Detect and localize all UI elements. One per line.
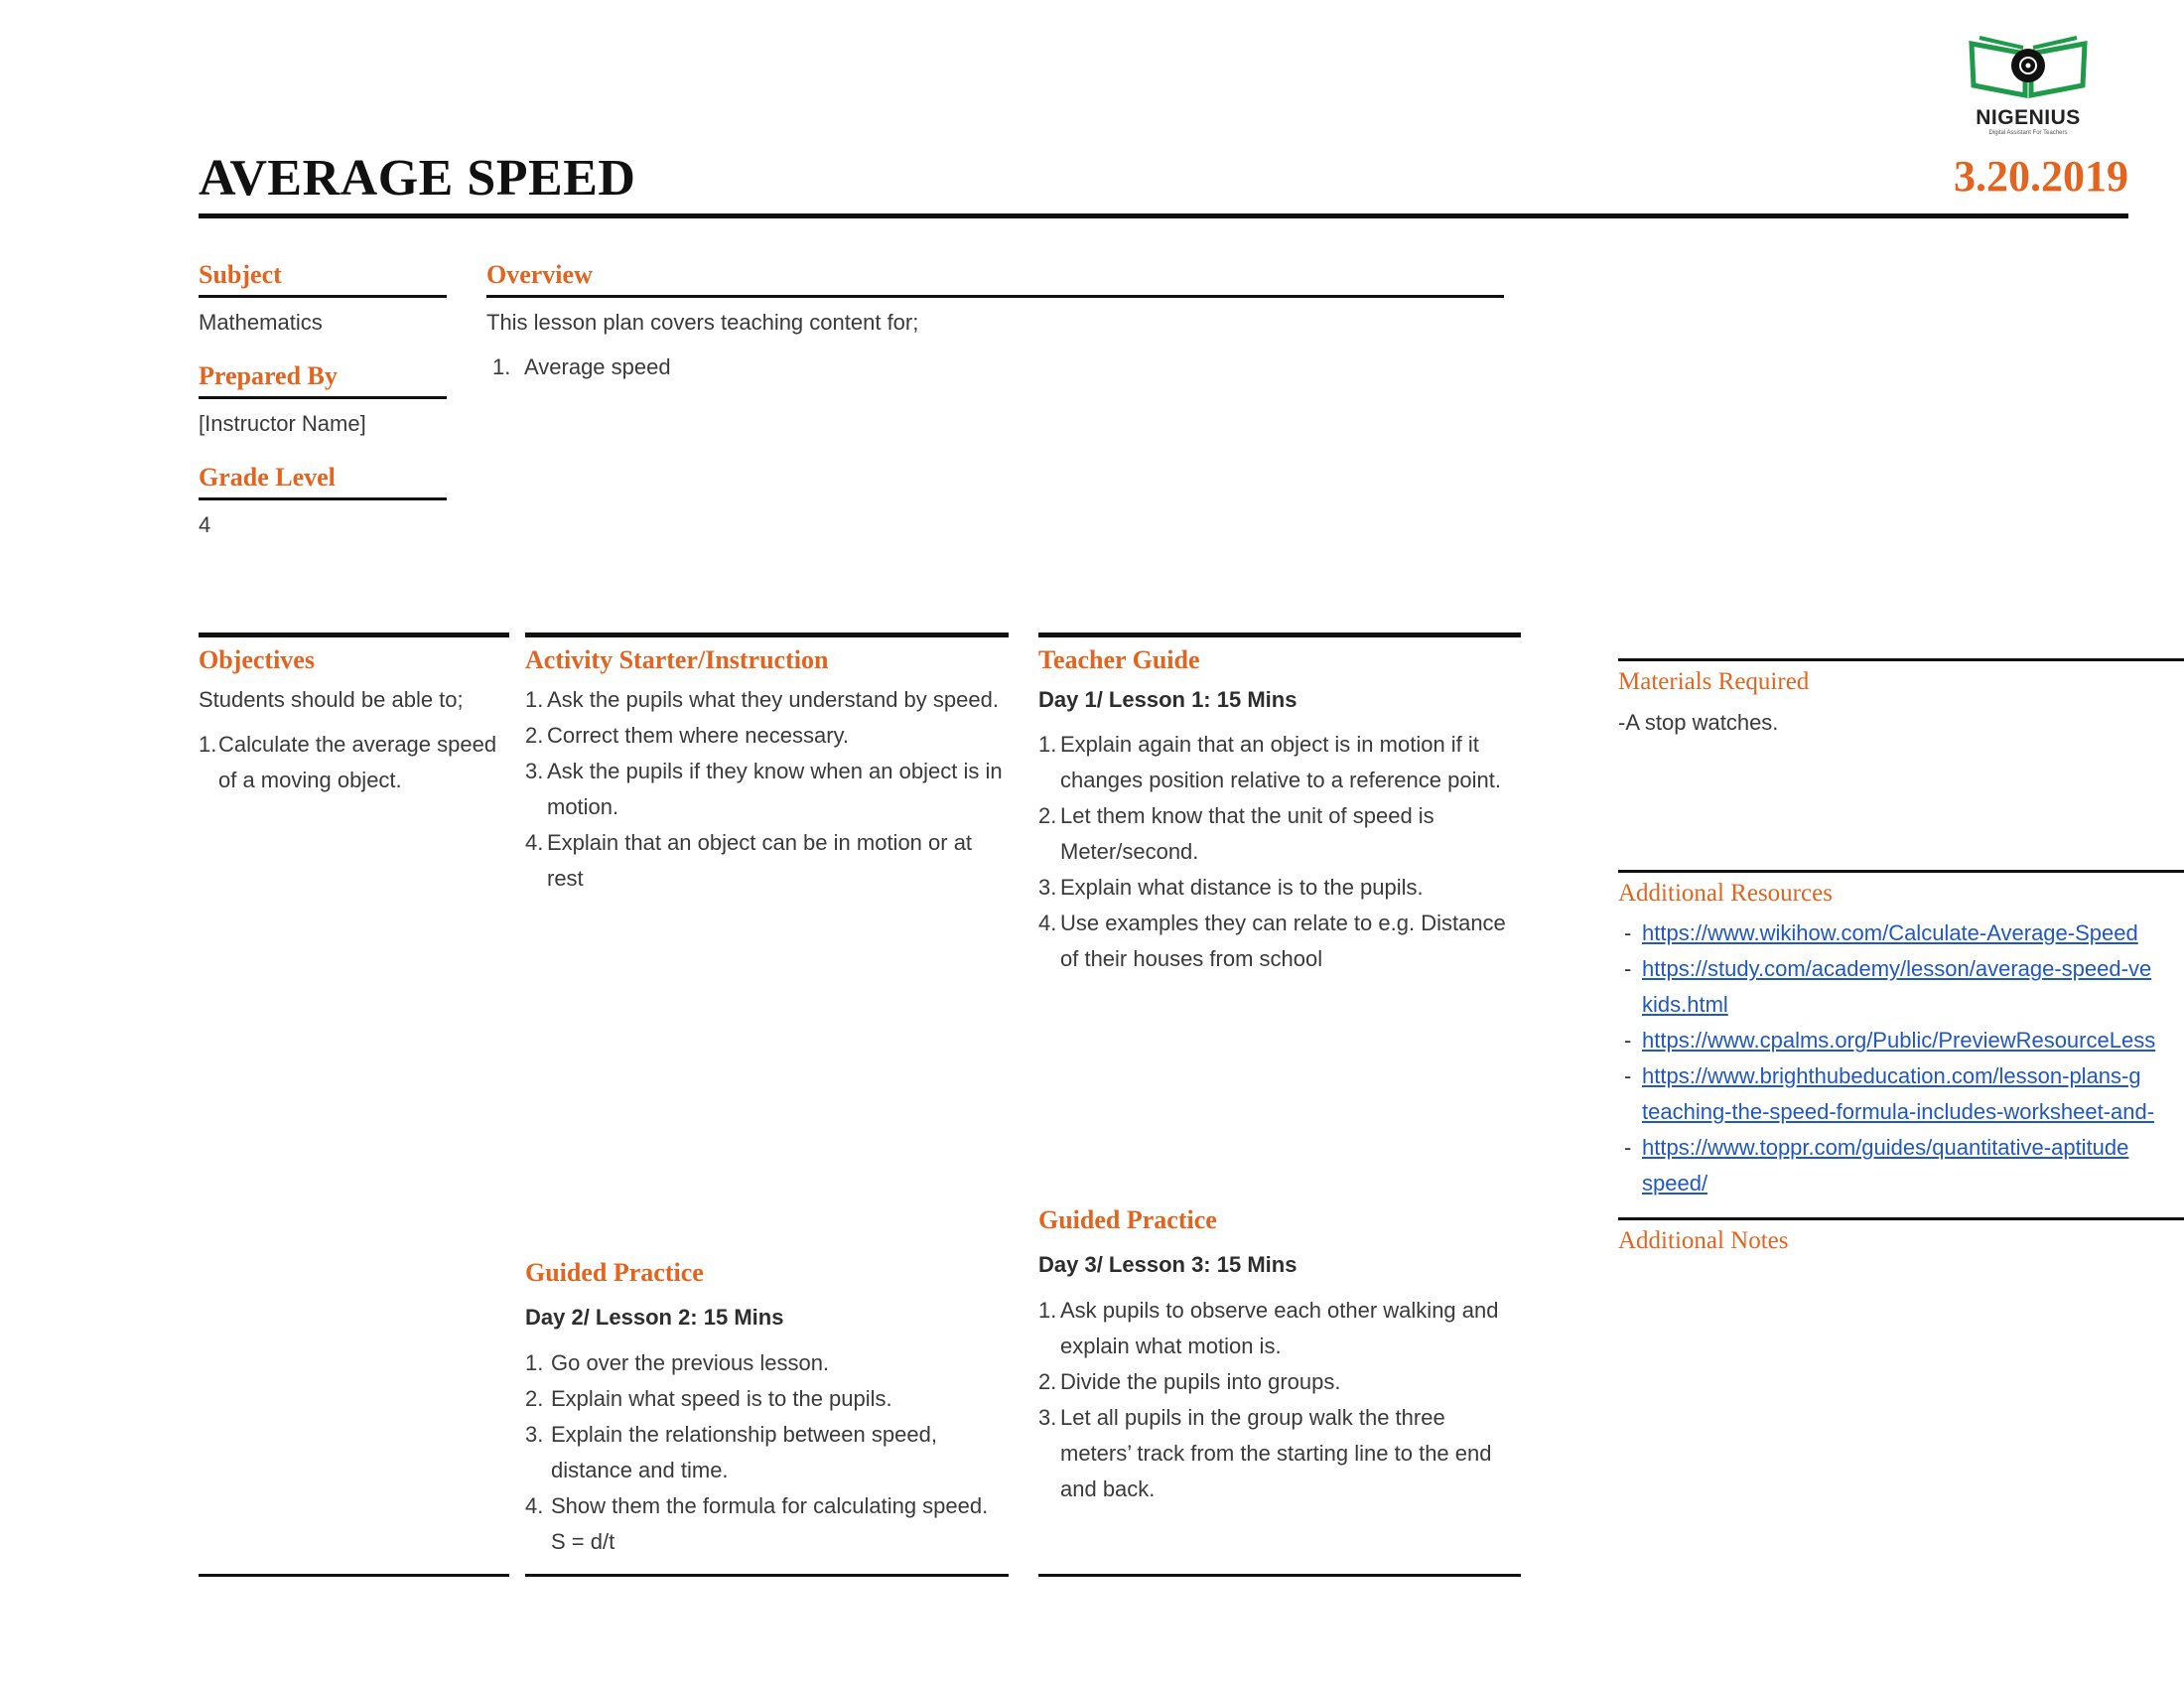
overview-list — [492, 350, 1386, 385]
overview-intro: This lesson plan covers teaching content for; — [486, 310, 919, 335]
list-item: 4. Show them the formula for calculating speed. S = d/t — [525, 1493, 989, 1554]
list-item: 1. Ask the pupils what they understand by speed. — [525, 687, 999, 712]
subject-rule — [199, 295, 447, 298]
grade-level-label: Grade Level — [199, 463, 336, 492]
guided-practice-2-day: Day 2/ Lesson 2: 15 Mins — [525, 1305, 784, 1330]
list-item: 2. Correct them where necessary. — [525, 723, 850, 748]
lesson-date: 3.20.2019 — [1954, 152, 2128, 201]
subject-label: Subject — [199, 260, 282, 289]
objectives-list — [199, 727, 506, 798]
activity-top-rule — [525, 633, 1009, 637]
objectives-top-rule — [199, 633, 509, 637]
list-item: 3. Explain the relationship between speed, distance and time. — [525, 1422, 937, 1482]
activity-list — [525, 682, 1008, 897]
guided-practice-2-list — [525, 1345, 1008, 1560]
list-item: 3. Let all pupils in the group walk the three meters’ track from the starting line to the end and back. — [1038, 1405, 1492, 1501]
list-item: 1. Average speed — [492, 354, 671, 379]
objectives-bottom-rule — [199, 1574, 509, 1577]
resources-top-rule — [1618, 870, 2184, 873]
prepared-by-value: [Instructor Name] — [199, 411, 366, 436]
resource-link-item: - https://www.toppr.com/guides/quantitative-aptitude speed/ — [1624, 1135, 2129, 1196]
resource-link-item: - https://www.brighthubeducation.com/lesson-plans-g teaching-the-speed-formula-includes-worksheet-and- — [1624, 1063, 2155, 1124]
resource-link-item: - https://study.com/academy/lesson/average-speed-ve kids.html — [1624, 956, 2152, 1017]
teacher-guide-top-rule — [1038, 633, 1521, 637]
list-item: 1. Ask pupils to observe each other walking and explain what motion is. — [1038, 1298, 1499, 1358]
book-logo-icon — [1964, 30, 2093, 101]
list-item: 2. Let them know that the unit of speed is Meter/second. — [1038, 803, 1434, 864]
list-item: 1. Calculate the average speed of a moving object. — [199, 732, 497, 792]
guided-practice-3-list — [1038, 1293, 1521, 1507]
resource-link[interactable]: https://www.wikihow.com/Calculate-Average-Speed — [1642, 920, 2138, 945]
notes-label: Additional Notes — [1618, 1227, 1789, 1254]
activity-bottom-rule — [525, 1574, 1009, 1577]
brand-tagline: Digital Assistant For Teachers — [1988, 130, 2068, 136]
guided-practice-2-label: Guided Practice — [525, 1258, 704, 1287]
resource-link[interactable]: https://www.toppr.com/guides/quantitative-aptitude — [1642, 1135, 2129, 1160]
list-item: 4. Explain that an object can be in motion or at rest — [525, 830, 973, 891]
resource-link-item: - https://www.wikihow.com/Calculate-Average-Speed — [1624, 920, 2138, 945]
guided-practice-3-label: Guided Practice — [1038, 1205, 1217, 1234]
notes-top-rule — [1618, 1217, 2184, 1220]
page-title: AVERAGE SPEED — [199, 150, 636, 207]
teacher-guide-bottom-rule — [1038, 1574, 1521, 1577]
materials-text: -A stop watches. — [1618, 710, 1779, 735]
teacher-guide-day: Day 1/ Lesson 1: 15 Mins — [1038, 687, 1297, 712]
resources-list-wrapper — [1618, 915, 2184, 1201]
resource-link[interactable]: https://www.brighthubeducation.com/lesson-plans-g — [1642, 1063, 2141, 1088]
objectives-label: Objectives — [199, 645, 315, 674]
resources-label: Additional Resources — [1618, 880, 1833, 907]
overview-label: Overview — [486, 260, 593, 289]
list-item: 3. Explain what distance is to the pupils. — [1038, 875, 1424, 900]
list-item: 2. Explain what speed is to the pupils. — [525, 1386, 892, 1411]
list-item: 1. Explain again that an object is in motion if it changes position relative to a reference point. — [1038, 732, 1501, 792]
resource-link[interactable]: https://study.com/academy/lesson/average-speed-ve — [1642, 956, 2152, 981]
grade-level-rule — [199, 497, 447, 500]
list-item: 1. Go over the previous lesson. — [525, 1350, 830, 1375]
materials-top-rule — [1618, 658, 2184, 661]
resource-link[interactable]: https://www.cpalms.org/Public/PreviewResourceLess — [1642, 1028, 2156, 1053]
teacher-guide-list — [1038, 727, 1521, 977]
resource-link[interactable]: kids.html — [1642, 992, 1728, 1017]
teacher-guide-label: Teacher Guide — [1038, 645, 1200, 674]
grade-level-value: 4 — [199, 512, 211, 537]
list-item: 4. Use examples they can relate to e.g. Distance of their houses from school — [1038, 911, 1506, 971]
subject-value: Mathematics — [199, 310, 323, 335]
resources-list — [1618, 915, 2184, 1201]
overview-rule — [486, 295, 1504, 298]
prepared-by-rule — [199, 396, 447, 399]
title-rule — [199, 213, 2128, 218]
list-item: 2. Divide the pupils into groups. — [1038, 1369, 1341, 1394]
resource-link[interactable]: teaching-the-speed-formula-includes-worksheet-and- — [1642, 1099, 2155, 1124]
guided-practice-3-day: Day 3/ Lesson 3: 15 Mins — [1038, 1252, 1297, 1277]
resource-link-item: - https://www.cpalms.org/Public/PreviewResourceLess — [1624, 1028, 2156, 1053]
brand-name: NIGENIUS — [1976, 106, 2081, 129]
list-item: 3. Ask the pupils if they know when an object is in motion. — [525, 759, 1003, 819]
brand-logo — [1964, 30, 2093, 139]
resource-link[interactable]: speed/ — [1642, 1171, 1708, 1196]
activity-label: Activity Starter/Instruction — [525, 645, 829, 674]
materials-label: Materials Required — [1618, 668, 1810, 695]
objectives-intro: Students should be able to; — [199, 687, 464, 712]
prepared-by-label: Prepared By — [199, 361, 338, 390]
